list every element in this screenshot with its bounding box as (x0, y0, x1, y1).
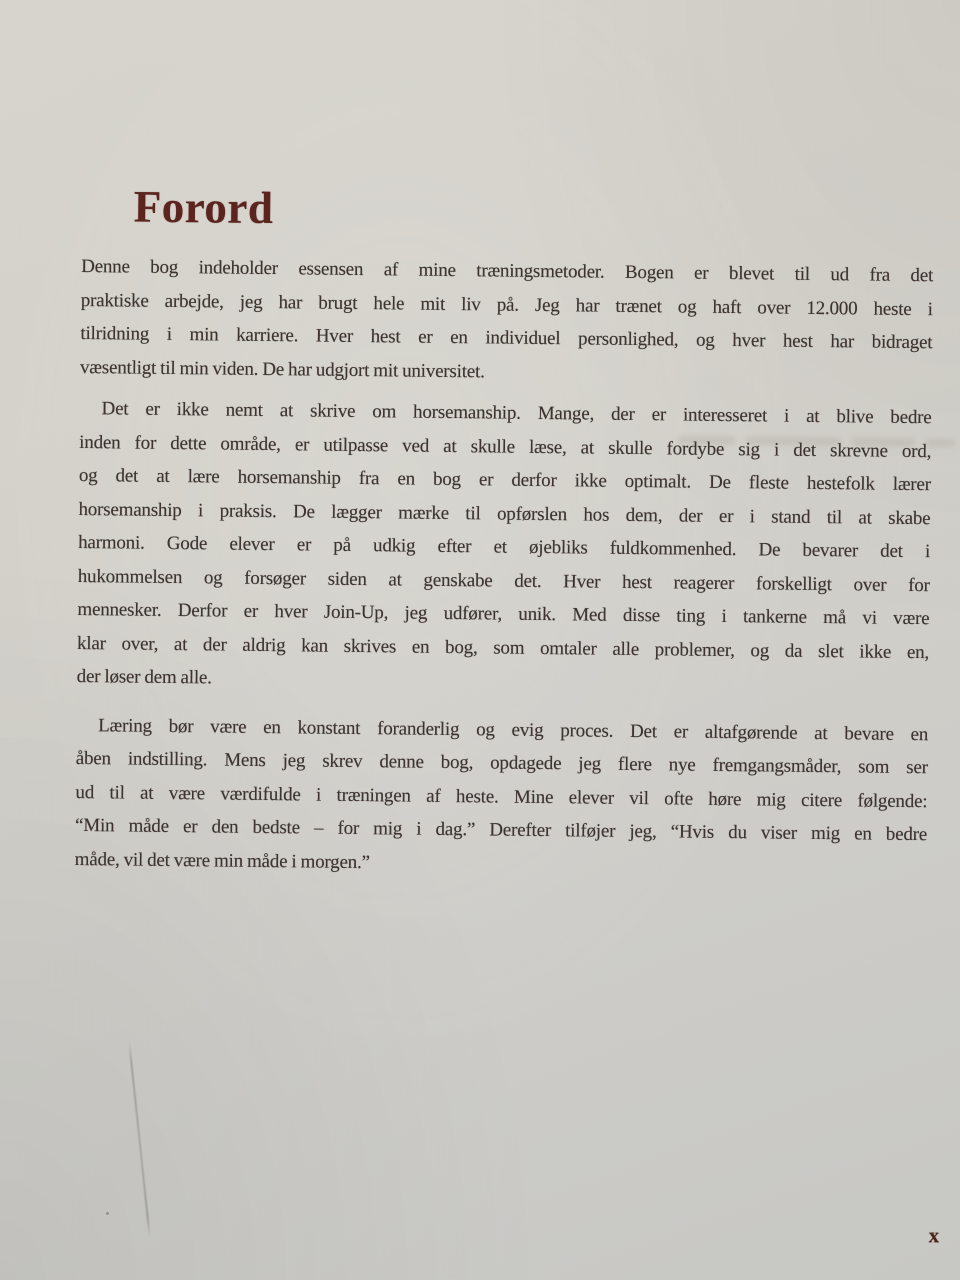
text-line: horsemanship i praksis. De lægger mærke til opførslen hos dem, der er i stand til at skabe (78, 498, 931, 529)
text-line: måde, vil det være min måde i morgen.” (74, 848, 370, 873)
text-line: åben indstilling. Mens jeg skrev denne bog, opdagede jeg flere nye fremgangsmåder, som ser (75, 747, 928, 779)
text-line: harmoni. Gode elever er på udkig efter et øjebliks fuldkommenhed. De bevarer det i (78, 531, 931, 563)
text-line: der løser dem alle. (76, 665, 212, 689)
printed-area (70, 181, 940, 1277)
text-line: tilridning i min karriere. Hver hest er en individuel personlighed, og hver hest har bidraget (80, 322, 933, 354)
text-line: Denne bog indeholder essensen af mine træningsmetoder. Bogen er blevet til ud fra det (81, 255, 934, 287)
page-number: x (928, 1223, 940, 1248)
text-line: mennesker. Derfor er hver Join-Up, jeg udfører, unik. Med disse ting i tankerne må vi være (77, 598, 930, 630)
text-line: inden for dette område, er utilpasse ved at skulle læse, at skulle fordybe sig i det skrevne ord, (79, 431, 932, 462)
text-line: og det at lære horsemanship fra en bog er derfor ikke optimalt. De fleste hestefolk lærer (78, 464, 931, 496)
paragraph (80, 250, 933, 393)
text-line: “Min måde er den bedste – for mig i dag.” Derefter tilføjer jeg, “Hvis du viser mig en bedre (74, 814, 928, 846)
page-title: Forord (133, 181, 274, 234)
text-line: Læring bør være en konstant foranderlig og evig proces. Det er altafgørende at bevare en (98, 714, 929, 745)
body-text (75, 250, 934, 885)
text-line: Det er ikke nemt at skrive om horsemanship. Mange, der er interesseret i at blive bedre (101, 398, 932, 429)
paragraph (77, 392, 932, 703)
paper-speck (106, 1212, 109, 1215)
paragraph (75, 708, 929, 885)
text-line: klar over, at der aldrig kan skrives en bog, som omtaler alle problemer, og da slet ikke en, (76, 632, 930, 663)
text-line: hukommelsen og forsøger siden at genskabe det. Hver hest reagerer forskelligt over for (77, 565, 930, 596)
text-line: væsentligt til min viden. De har udgjort mit universitet. (79, 356, 485, 382)
text-line: praktiske arbejde, jeg har brugt hele mit liv på. Jeg har trænet og haft over 12.000 heste i (80, 289, 933, 320)
text-line: ud til at være værdifulde i træningen af heste. Mine elever vil ofte høre mig citere følgende: (75, 781, 928, 812)
